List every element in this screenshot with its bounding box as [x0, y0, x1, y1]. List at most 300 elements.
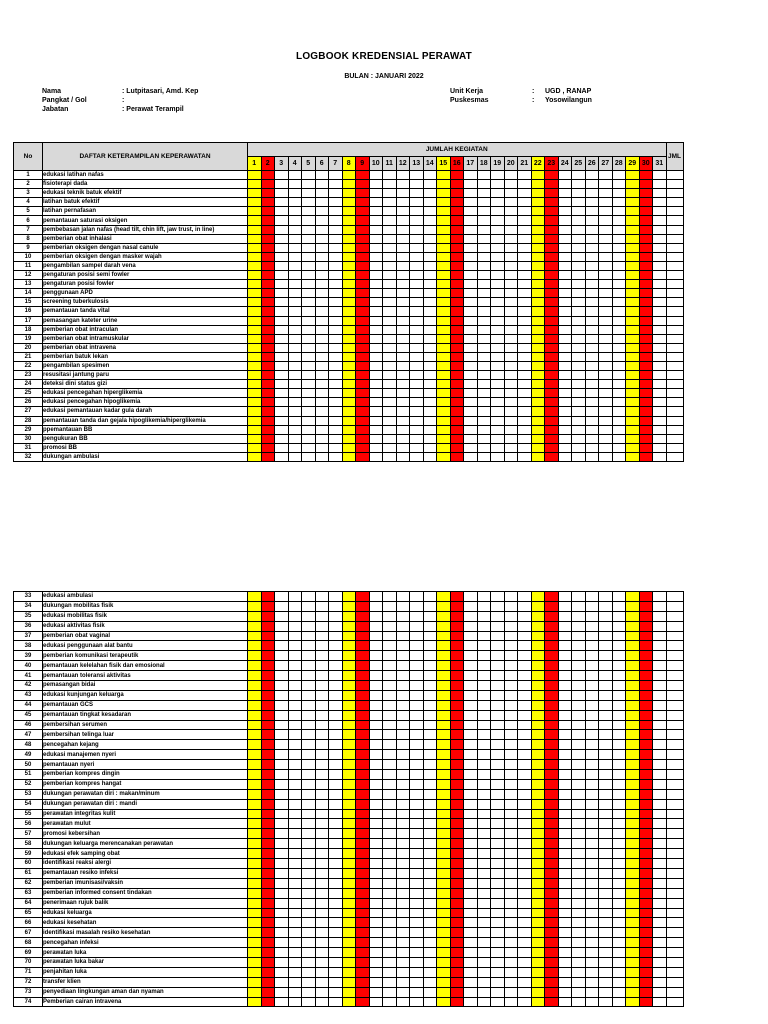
day-cell[interactable]: [504, 977, 518, 987]
day-cell[interactable]: [396, 849, 410, 859]
day-cell[interactable]: [396, 740, 410, 750]
day-cell[interactable]: [626, 371, 640, 380]
total-cell[interactable]: [666, 809, 683, 819]
day-cell[interactable]: [612, 601, 626, 611]
day-cell[interactable]: [329, 690, 343, 700]
day-cell[interactable]: [653, 621, 667, 631]
day-cell[interactable]: [383, 592, 397, 602]
day-cell[interactable]: [612, 389, 626, 398]
day-cell[interactable]: [410, 234, 424, 243]
day-cell[interactable]: [531, 997, 545, 1007]
day-cell[interactable]: [585, 928, 599, 938]
day-cell[interactable]: [639, 289, 653, 298]
day-cell[interactable]: [585, 720, 599, 730]
day-cell[interactable]: [545, 839, 559, 849]
day-cell[interactable]: [302, 425, 316, 434]
day-cell[interactable]: [423, 443, 437, 452]
day-cell[interactable]: [599, 621, 613, 631]
day-cell[interactable]: [369, 641, 383, 651]
day-cell[interactable]: [275, 938, 289, 948]
day-cell[interactable]: [572, 740, 586, 750]
day-cell[interactable]: [464, 261, 478, 270]
day-cell[interactable]: [288, 225, 302, 234]
day-cell[interactable]: [383, 888, 397, 898]
day-cell[interactable]: [612, 948, 626, 958]
day-cell[interactable]: [653, 868, 667, 878]
total-cell[interactable]: [666, 720, 683, 730]
day-cell[interactable]: [518, 243, 532, 252]
day-cell[interactable]: [612, 957, 626, 967]
day-cell[interactable]: [261, 601, 275, 611]
day-cell[interactable]: [410, 661, 424, 671]
day-cell[interactable]: [572, 352, 586, 361]
day-cell[interactable]: [558, 361, 572, 370]
day-cell[interactable]: [383, 730, 397, 740]
day-cell[interactable]: [302, 651, 316, 661]
day-cell[interactable]: [437, 592, 451, 602]
day-cell[interactable]: [545, 289, 559, 298]
day-cell[interactable]: [261, 234, 275, 243]
day-cell[interactable]: [558, 252, 572, 261]
day-cell[interactable]: [464, 289, 478, 298]
day-cell[interactable]: [356, 416, 370, 425]
day-cell[interactable]: [329, 380, 343, 389]
day-cell[interactable]: [248, 443, 262, 452]
day-cell[interactable]: [558, 849, 572, 859]
day-cell[interactable]: [248, 641, 262, 651]
day-cell[interactable]: [464, 425, 478, 434]
day-cell[interactable]: [531, 198, 545, 207]
day-cell[interactable]: [302, 750, 316, 760]
day-cell[interactable]: [288, 898, 302, 908]
day-cell[interactable]: [572, 243, 586, 252]
day-cell[interactable]: [599, 280, 613, 289]
day-cell[interactable]: [599, 720, 613, 730]
day-cell[interactable]: [531, 621, 545, 631]
day-cell[interactable]: [261, 760, 275, 770]
day-cell[interactable]: [531, 334, 545, 343]
day-cell[interactable]: [626, 592, 640, 602]
day-cell[interactable]: [302, 779, 316, 789]
day-cell[interactable]: [558, 997, 572, 1007]
total-cell[interactable]: [666, 641, 683, 651]
day-cell[interactable]: [545, 271, 559, 280]
day-cell[interactable]: [302, 849, 316, 859]
day-cell[interactable]: [450, 352, 464, 361]
day-cell[interactable]: [612, 234, 626, 243]
day-cell[interactable]: [450, 180, 464, 189]
day-cell[interactable]: [491, 380, 505, 389]
day-cell[interactable]: [288, 740, 302, 750]
day-cell[interactable]: [545, 967, 559, 977]
total-cell[interactable]: [666, 371, 683, 380]
day-cell[interactable]: [612, 997, 626, 1007]
day-cell[interactable]: [383, 760, 397, 770]
day-cell[interactable]: [329, 977, 343, 987]
day-cell[interactable]: [275, 967, 289, 977]
day-cell[interactable]: [383, 334, 397, 343]
day-cell[interactable]: [612, 809, 626, 819]
day-cell[interactable]: [653, 592, 667, 602]
day-cell[interactable]: [302, 661, 316, 671]
day-cell[interactable]: [437, 898, 451, 908]
day-cell[interactable]: [639, 621, 653, 631]
day-cell[interactable]: [491, 434, 505, 443]
day-cell[interactable]: [302, 710, 316, 720]
day-cell[interactable]: [369, 601, 383, 611]
day-cell[interactable]: [383, 690, 397, 700]
day-cell[interactable]: [437, 789, 451, 799]
day-cell[interactable]: [599, 710, 613, 720]
day-cell[interactable]: [518, 770, 532, 780]
day-cell[interactable]: [315, 592, 329, 602]
day-cell[interactable]: [356, 799, 370, 809]
day-cell[interactable]: [369, 631, 383, 641]
day-cell[interactable]: [545, 307, 559, 316]
day-cell[interactable]: [558, 434, 572, 443]
day-cell[interactable]: [531, 690, 545, 700]
day-cell[interactable]: [531, 799, 545, 809]
day-cell[interactable]: [437, 651, 451, 661]
day-cell[interactable]: [275, 380, 289, 389]
day-cell[interactable]: [599, 234, 613, 243]
day-cell[interactable]: [599, 325, 613, 334]
day-cell[interactable]: [356, 452, 370, 461]
day-cell[interactable]: [383, 434, 397, 443]
day-cell[interactable]: [302, 289, 316, 298]
day-cell[interactable]: [531, 601, 545, 611]
day-cell[interactable]: [342, 898, 356, 908]
total-cell[interactable]: [666, 928, 683, 938]
day-cell[interactable]: [329, 997, 343, 1007]
day-cell[interactable]: [504, 631, 518, 641]
day-cell[interactable]: [369, 720, 383, 730]
day-cell[interactable]: [639, 977, 653, 987]
day-cell[interactable]: [545, 819, 559, 829]
day-cell[interactable]: [531, 361, 545, 370]
day-cell[interactable]: [288, 819, 302, 829]
day-cell[interactable]: [410, 389, 424, 398]
day-cell[interactable]: [342, 325, 356, 334]
day-cell[interactable]: [477, 700, 491, 710]
total-cell[interactable]: [666, 398, 683, 407]
day-cell[interactable]: [383, 878, 397, 888]
day-cell[interactable]: [383, 416, 397, 425]
day-cell[interactable]: [329, 334, 343, 343]
day-cell[interactable]: [612, 888, 626, 898]
day-cell[interactable]: [572, 967, 586, 977]
day-cell[interactable]: [369, 839, 383, 849]
day-cell[interactable]: [491, 189, 505, 198]
day-cell[interactable]: [369, 398, 383, 407]
day-cell[interactable]: [248, 407, 262, 416]
day-cell[interactable]: [585, 631, 599, 641]
day-cell[interactable]: [369, 289, 383, 298]
day-cell[interactable]: [531, 750, 545, 760]
day-cell[interactable]: [315, 987, 329, 997]
day-cell[interactable]: [639, 750, 653, 760]
day-cell[interactable]: [531, 710, 545, 720]
day-cell[interactable]: [288, 380, 302, 389]
day-cell[interactable]: [248, 631, 262, 641]
day-cell[interactable]: [464, 651, 478, 661]
day-cell[interactable]: [248, 361, 262, 370]
day-cell[interactable]: [545, 380, 559, 389]
day-cell[interactable]: [261, 189, 275, 198]
day-cell[interactable]: [437, 352, 451, 361]
day-cell[interactable]: [288, 839, 302, 849]
day-cell[interactable]: [518, 671, 532, 681]
day-cell[interactable]: [288, 779, 302, 789]
day-cell[interactable]: [626, 868, 640, 878]
day-cell[interactable]: [491, 888, 505, 898]
day-cell[interactable]: [612, 908, 626, 918]
day-cell[interactable]: [261, 416, 275, 425]
day-cell[interactable]: [356, 849, 370, 859]
day-cell[interactable]: [653, 710, 667, 720]
day-cell[interactable]: [545, 997, 559, 1007]
day-cell[interactable]: [545, 799, 559, 809]
day-cell[interactable]: [545, 878, 559, 888]
day-cell[interactable]: [315, 671, 329, 681]
day-cell[interactable]: [410, 443, 424, 452]
day-cell[interactable]: [558, 908, 572, 918]
day-cell[interactable]: [477, 948, 491, 958]
day-cell[interactable]: [261, 243, 275, 252]
day-cell[interactable]: [531, 452, 545, 461]
day-cell[interactable]: [653, 799, 667, 809]
day-cell[interactable]: [545, 452, 559, 461]
day-cell[interactable]: [288, 720, 302, 730]
day-cell[interactable]: [545, 416, 559, 425]
day-cell[interactable]: [450, 334, 464, 343]
day-cell[interactable]: [275, 361, 289, 370]
day-cell[interactable]: [356, 898, 370, 908]
day-cell[interactable]: [491, 740, 505, 750]
day-cell[interactable]: [504, 987, 518, 997]
day-cell[interactable]: [383, 261, 397, 270]
day-cell[interactable]: [558, 710, 572, 720]
day-cell[interactable]: [450, 389, 464, 398]
day-cell[interactable]: [491, 868, 505, 878]
day-cell[interactable]: [639, 298, 653, 307]
day-cell[interactable]: [518, 189, 532, 198]
day-cell[interactable]: [423, 868, 437, 878]
day-cell[interactable]: [639, 334, 653, 343]
day-cell[interactable]: [275, 271, 289, 280]
day-cell[interactable]: [356, 425, 370, 434]
day-cell[interactable]: [531, 416, 545, 425]
day-cell[interactable]: [423, 799, 437, 809]
day-cell[interactable]: [639, 225, 653, 234]
day-cell[interactable]: [639, 261, 653, 270]
day-cell[interactable]: [275, 425, 289, 434]
day-cell[interactable]: [302, 271, 316, 280]
day-cell[interactable]: [504, 690, 518, 700]
day-cell[interactable]: [450, 987, 464, 997]
day-cell[interactable]: [356, 592, 370, 602]
day-cell[interactable]: [383, 671, 397, 681]
day-cell[interactable]: [504, 730, 518, 740]
day-cell[interactable]: [491, 948, 505, 958]
day-cell[interactable]: [369, 407, 383, 416]
day-cell[interactable]: [369, 298, 383, 307]
day-cell[interactable]: [653, 425, 667, 434]
day-cell[interactable]: [504, 829, 518, 839]
day-cell[interactable]: [477, 225, 491, 234]
day-cell[interactable]: [410, 671, 424, 681]
day-cell[interactable]: [288, 289, 302, 298]
day-cell[interactable]: [302, 361, 316, 370]
day-cell[interactable]: [531, 878, 545, 888]
day-cell[interactable]: [518, 289, 532, 298]
day-cell[interactable]: [450, 316, 464, 325]
day-cell[interactable]: [275, 849, 289, 859]
day-cell[interactable]: [288, 641, 302, 651]
day-cell[interactable]: [275, 207, 289, 216]
day-cell[interactable]: [342, 938, 356, 948]
day-cell[interactable]: [599, 434, 613, 443]
day-cell[interactable]: [545, 343, 559, 352]
day-cell[interactable]: [464, 710, 478, 720]
day-cell[interactable]: [423, 611, 437, 621]
day-cell[interactable]: [464, 859, 478, 869]
day-cell[interactable]: [369, 770, 383, 780]
day-cell[interactable]: [261, 225, 275, 234]
day-cell[interactable]: [423, 948, 437, 958]
day-cell[interactable]: [504, 180, 518, 189]
day-cell[interactable]: [558, 779, 572, 789]
total-cell[interactable]: [666, 859, 683, 869]
day-cell[interactable]: [423, 280, 437, 289]
day-cell[interactable]: [491, 690, 505, 700]
day-cell[interactable]: [383, 661, 397, 671]
day-cell[interactable]: [342, 243, 356, 252]
day-cell[interactable]: [545, 730, 559, 740]
day-cell[interactable]: [383, 898, 397, 908]
day-cell[interactable]: [626, 621, 640, 631]
day-cell[interactable]: [585, 681, 599, 691]
day-cell[interactable]: [369, 325, 383, 334]
day-cell[interactable]: [585, 334, 599, 343]
day-cell[interactable]: [653, 289, 667, 298]
day-cell[interactable]: [288, 760, 302, 770]
day-cell[interactable]: [612, 898, 626, 908]
day-cell[interactable]: [464, 661, 478, 671]
day-cell[interactable]: [531, 700, 545, 710]
day-cell[interactable]: [518, 325, 532, 334]
day-cell[interactable]: [585, 829, 599, 839]
day-cell[interactable]: [491, 398, 505, 407]
day-cell[interactable]: [329, 280, 343, 289]
day-cell[interactable]: [342, 271, 356, 280]
day-cell[interactable]: [464, 343, 478, 352]
day-cell[interactable]: [464, 611, 478, 621]
day-cell[interactable]: [531, 243, 545, 252]
day-cell[interactable]: [275, 280, 289, 289]
day-cell[interactable]: [626, 750, 640, 760]
day-cell[interactable]: [342, 859, 356, 869]
day-cell[interactable]: [248, 987, 262, 997]
day-cell[interactable]: [342, 710, 356, 720]
day-cell[interactable]: [531, 261, 545, 270]
day-cell[interactable]: [315, 298, 329, 307]
day-cell[interactable]: [477, 434, 491, 443]
day-cell[interactable]: [653, 750, 667, 760]
day-cell[interactable]: [288, 334, 302, 343]
day-cell[interactable]: [464, 280, 478, 289]
day-cell[interactable]: [342, 849, 356, 859]
day-cell[interactable]: [248, 298, 262, 307]
day-cell[interactable]: [288, 918, 302, 928]
day-cell[interactable]: [275, 730, 289, 740]
day-cell[interactable]: [558, 898, 572, 908]
day-cell[interactable]: [477, 592, 491, 602]
day-cell[interactable]: [369, 908, 383, 918]
day-cell[interactable]: [518, 271, 532, 280]
day-cell[interactable]: [545, 225, 559, 234]
day-cell[interactable]: [261, 207, 275, 216]
day-cell[interactable]: [531, 938, 545, 948]
day-cell[interactable]: [275, 289, 289, 298]
day-cell[interactable]: [437, 967, 451, 977]
day-cell[interactable]: [383, 957, 397, 967]
day-cell[interactable]: [464, 252, 478, 261]
day-cell[interactable]: [410, 316, 424, 325]
day-cell[interactable]: [653, 180, 667, 189]
day-cell[interactable]: [396, 371, 410, 380]
day-cell[interactable]: [464, 225, 478, 234]
day-cell[interactable]: [585, 611, 599, 621]
day-cell[interactable]: [518, 799, 532, 809]
day-cell[interactable]: [342, 361, 356, 370]
total-cell[interactable]: [666, 710, 683, 720]
day-cell[interactable]: [572, 407, 586, 416]
day-cell[interactable]: [653, 740, 667, 750]
day-cell[interactable]: [396, 928, 410, 938]
day-cell[interactable]: [653, 908, 667, 918]
day-cell[interactable]: [585, 740, 599, 750]
day-cell[interactable]: [545, 740, 559, 750]
day-cell[interactable]: [531, 180, 545, 189]
day-cell[interactable]: [626, 987, 640, 997]
day-cell[interactable]: [464, 888, 478, 898]
day-cell[interactable]: [356, 700, 370, 710]
day-cell[interactable]: [396, 651, 410, 661]
day-cell[interactable]: [315, 216, 329, 225]
day-cell[interactable]: [261, 352, 275, 361]
day-cell[interactable]: [369, 878, 383, 888]
day-cell[interactable]: [504, 928, 518, 938]
day-cell[interactable]: [639, 398, 653, 407]
day-cell[interactable]: [518, 371, 532, 380]
day-cell[interactable]: [558, 398, 572, 407]
day-cell[interactable]: [302, 829, 316, 839]
day-cell[interactable]: [275, 216, 289, 225]
day-cell[interactable]: [396, 452, 410, 461]
day-cell[interactable]: [261, 407, 275, 416]
day-cell[interactable]: [356, 171, 370, 180]
day-cell[interactable]: [518, 819, 532, 829]
day-cell[interactable]: [545, 592, 559, 602]
day-cell[interactable]: [612, 730, 626, 740]
day-cell[interactable]: [410, 730, 424, 740]
day-cell[interactable]: [410, 740, 424, 750]
total-cell[interactable]: [666, 730, 683, 740]
day-cell[interactable]: [302, 280, 316, 289]
day-cell[interactable]: [410, 621, 424, 631]
day-cell[interactable]: [599, 809, 613, 819]
